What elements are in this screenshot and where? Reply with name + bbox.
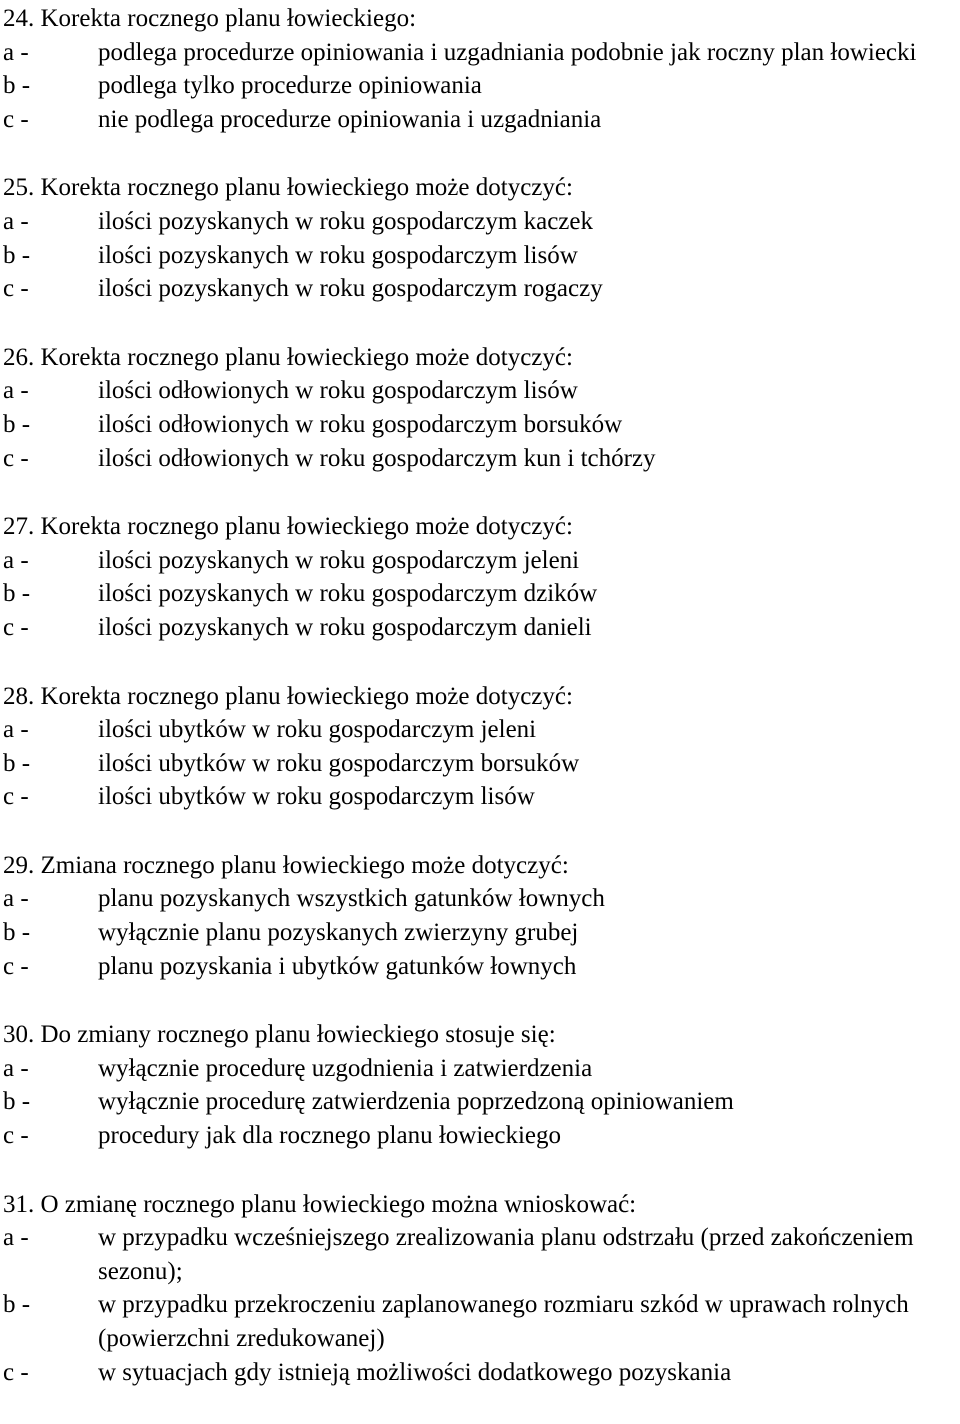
option-text: wyłącznie procedurę uzgodnienia i zatwierdzenia xyxy=(98,1054,593,1082)
question-24 xyxy=(0,2,960,136)
answer-option-a xyxy=(0,374,960,408)
answer-option-a xyxy=(0,1052,960,1086)
option-text: podlega tylko procedurze opiniowania xyxy=(98,72,482,100)
option-text: w sytuacjach gdy istnieją możliwości dodatkowego pozyskania xyxy=(98,1358,732,1386)
question-25 xyxy=(0,171,960,305)
answer-option-c xyxy=(0,272,960,306)
answer-option-c xyxy=(0,442,960,476)
option-text: wyłącznie planu pozyskanych zwierzyny grubej xyxy=(98,919,579,947)
answer-option-b xyxy=(0,239,960,273)
question-title: 30. Do zmiany rocznego planu łowieckiego stosuje się: xyxy=(3,1021,556,1049)
option-letter: a - xyxy=(3,38,29,66)
option-text: ilości pozyskanych w roku gospodarczym rogaczy xyxy=(98,275,603,303)
option-letter: a - xyxy=(3,546,29,574)
option-text: ilości odłowionych w roku gospodarczym kun i tchórzy xyxy=(98,444,656,472)
option-text: w przypadku przekroczeniu zaplanowanego rozmiaru szkód w uprawach rolnych (powierzchni zredukowanej) xyxy=(98,1291,909,1352)
option-letter: b - xyxy=(3,72,31,100)
option-text: ilości odłowionych w roku gospodarczym borsuków xyxy=(98,410,623,438)
answer-option-b xyxy=(0,69,960,103)
question-title: 26. Korekta rocznego planu łowieckiego może dotyczyć: xyxy=(3,343,573,371)
option-letter: a - xyxy=(3,207,29,235)
option-letter: a - xyxy=(3,1054,29,1082)
question-26 xyxy=(0,341,960,475)
option-text: w przypadku wcześniejszego zrealizowania planu odstrzału (przed zakończeniem sezonu); xyxy=(98,1224,914,1285)
answer-option-a xyxy=(0,36,960,70)
answer-option-b xyxy=(0,1288,960,1355)
question-title: 29. Zmiana rocznego planu łowieckiego może dotyczyć: xyxy=(3,851,569,879)
option-letter: c - xyxy=(3,783,29,811)
question-28 xyxy=(0,680,960,814)
option-text: podlega procedurze opiniowania i uzgadniania podobnie jak roczny plan łowiecki xyxy=(98,38,917,66)
answer-option-a xyxy=(0,544,960,578)
answer-option-c xyxy=(0,1356,960,1390)
option-letter: b - xyxy=(3,919,31,947)
answer-option-a xyxy=(0,882,960,916)
question-title: 24. Korekta rocznego planu łowieckiego: xyxy=(3,5,417,32)
question-29 xyxy=(0,849,960,983)
option-letter: c - xyxy=(3,952,29,980)
option-letter: c - xyxy=(3,1122,29,1150)
option-text: procedury jak dla rocznego planu łowieckiego xyxy=(98,1122,562,1150)
option-text: ilości pozyskanych w roku gospodarczym danieli xyxy=(98,613,592,641)
option-letter: c - xyxy=(3,444,29,472)
answer-option-b xyxy=(0,577,960,611)
question-27 xyxy=(0,510,960,644)
answer-option-c xyxy=(0,950,960,984)
option-text: ilości pozyskanych w roku gospodarczym jeleni xyxy=(98,546,580,574)
option-text: ilości ubytków w roku gospodarczym lisów xyxy=(98,783,535,811)
question-title: 25. Korekta rocznego planu łowieckiego może dotyczyć: xyxy=(3,174,573,202)
option-letter: c - xyxy=(3,105,29,133)
option-letter: a - xyxy=(3,1224,29,1252)
answer-option-c xyxy=(0,611,960,645)
answer-option-b xyxy=(0,747,960,781)
option-text: ilości ubytków w roku gospodarczym borsuków xyxy=(98,749,580,777)
option-letter: b - xyxy=(3,749,31,777)
option-text: ilości odłowionych w roku gospodarczym lisów xyxy=(98,377,578,405)
option-letter: b - xyxy=(3,241,31,269)
answer-option-a xyxy=(0,1221,960,1288)
option-letter: a - xyxy=(3,885,29,913)
answer-option-b xyxy=(0,916,960,950)
option-letter: b - xyxy=(3,410,31,438)
answer-option-a xyxy=(0,713,960,747)
question-31 xyxy=(0,1188,960,1390)
option-text: nie podlega procedurze opiniowania i uzgadniania xyxy=(98,105,602,133)
answer-option-b xyxy=(0,408,960,442)
option-text: planu pozyskanych wszystkich gatunków łownych xyxy=(98,885,605,913)
question-title: 28. Korekta rocznego planu łowieckiego może dotyczyć: xyxy=(3,682,573,710)
option-letter: b - xyxy=(3,1088,31,1116)
question-title: 27. Korekta rocznego planu łowieckiego może dotyczyć: xyxy=(3,513,573,541)
answer-option-b xyxy=(0,1085,960,1119)
option-letter: b - xyxy=(3,1291,31,1319)
option-text: ilości ubytków w roku gospodarczym jeleni xyxy=(98,716,537,744)
option-letter: b - xyxy=(3,580,31,608)
option-letter: a - xyxy=(3,377,29,405)
option-letter: c - xyxy=(3,275,29,303)
option-letter: a - xyxy=(3,716,29,744)
question-title: 31. O zmianę rocznego planu łowieckiego można wnioskować: xyxy=(3,1190,637,1218)
option-text: wyłącznie procedurę zatwierdzenia poprzedzoną opiniowaniem xyxy=(98,1088,734,1116)
option-letter: c - xyxy=(3,613,29,641)
answer-option-c xyxy=(0,103,960,137)
option-text: ilości pozyskanych w roku gospodarczym kaczek xyxy=(98,207,593,235)
option-text: planu pozyskania i ubytków gatunków łownych xyxy=(98,952,577,980)
answer-option-c xyxy=(0,1119,960,1153)
option-text: ilości pozyskanych w roku gospodarczym lisów xyxy=(98,241,578,269)
option-text: ilości pozyskanych w roku gospodarczym dzików xyxy=(98,580,598,608)
option-letter: c - xyxy=(3,1358,29,1386)
question-30 xyxy=(0,1018,960,1152)
answer-option-c xyxy=(0,780,960,814)
answer-option-a xyxy=(0,205,960,239)
